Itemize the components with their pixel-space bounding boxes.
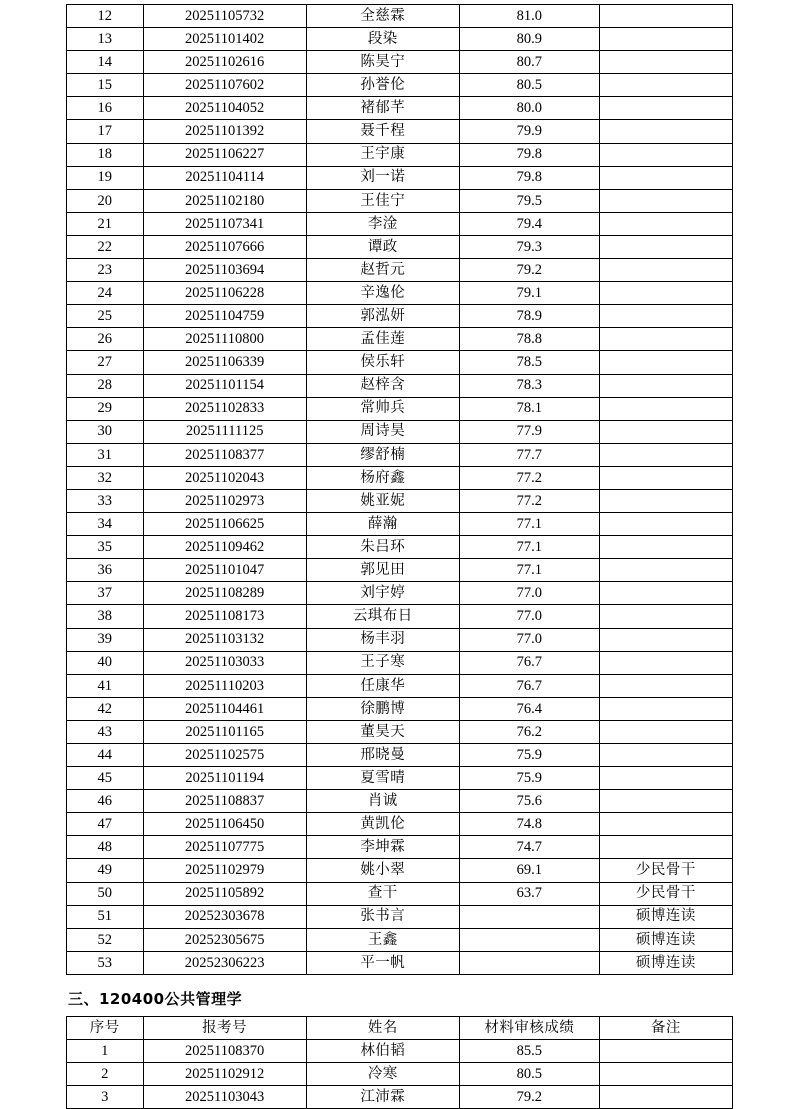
table-row xyxy=(67,859,733,882)
cell-name: 侯乐轩 xyxy=(306,351,459,374)
cell-exam-no: 20251109462 xyxy=(143,536,306,559)
cell-name: 王宇康 xyxy=(306,143,459,166)
table-row xyxy=(67,559,733,582)
cell-score: 79.5 xyxy=(459,189,599,212)
cell-index: 23 xyxy=(67,259,144,282)
cell-score xyxy=(459,928,599,951)
cell-index: 48 xyxy=(67,836,144,859)
table-row xyxy=(67,466,733,489)
cell-note xyxy=(599,120,732,143)
cell-exam-no: 20251108370 xyxy=(143,1040,306,1063)
cell-index: 41 xyxy=(67,674,144,697)
cell-score: 74.7 xyxy=(459,836,599,859)
cell-score: 77.0 xyxy=(459,582,599,605)
cell-index: 19 xyxy=(67,166,144,189)
cell-note xyxy=(599,489,732,512)
cell-score: 75.9 xyxy=(459,767,599,790)
cell-name: 朱吕环 xyxy=(306,536,459,559)
cell-exam-no: 20251107602 xyxy=(143,74,306,97)
cell-index: 13 xyxy=(67,28,144,51)
cell-note xyxy=(599,374,732,397)
table-row xyxy=(67,628,733,651)
cell-exam-no: 20252306223 xyxy=(143,951,306,974)
cell-index: 50 xyxy=(67,882,144,905)
cell-name: 夏雪晴 xyxy=(306,767,459,790)
cell-index: 35 xyxy=(67,536,144,559)
cell-index: 3 xyxy=(67,1086,144,1109)
cell-index: 18 xyxy=(67,143,144,166)
cell-index: 25 xyxy=(67,305,144,328)
cell-score: 78.9 xyxy=(459,305,599,328)
cell-score: 75.9 xyxy=(459,744,599,767)
table-header-row xyxy=(67,1016,733,1039)
cell-exam-no: 20251102979 xyxy=(143,859,306,882)
cell-note xyxy=(599,582,732,605)
cell-score: 77.0 xyxy=(459,605,599,628)
cell-exam-no: 20251101165 xyxy=(143,720,306,743)
cell-score xyxy=(459,905,599,928)
cell-note xyxy=(599,28,732,51)
cell-note xyxy=(599,674,732,697)
cell-note xyxy=(599,5,732,28)
cell-exam-no: 20251101392 xyxy=(143,120,306,143)
table-row xyxy=(67,836,733,859)
cell-exam-no: 20251101402 xyxy=(143,28,306,51)
cell-exam-no: 20251110800 xyxy=(143,328,306,351)
table-row xyxy=(67,235,733,258)
cell-exam-no: 20251108837 xyxy=(143,790,306,813)
cell-score: 77.9 xyxy=(459,420,599,443)
cell-note xyxy=(599,605,732,628)
table-row xyxy=(67,1063,733,1086)
cell-exam-no: 20251106339 xyxy=(143,351,306,374)
cell-score: 79.2 xyxy=(459,259,599,282)
cell-exam-no: 20251105892 xyxy=(143,882,306,905)
cell-exam-no: 20251102043 xyxy=(143,466,306,489)
cell-score: 78.8 xyxy=(459,328,599,351)
cell-score: 80.5 xyxy=(459,1063,599,1086)
cell-index: 12 xyxy=(67,5,144,28)
cell-note xyxy=(599,697,732,720)
cell-note xyxy=(599,559,732,582)
cell-note xyxy=(599,420,732,443)
cell-name: 李淦 xyxy=(306,212,459,235)
cell-note xyxy=(599,720,732,743)
cell-score: 76.7 xyxy=(459,651,599,674)
table-row xyxy=(67,1086,733,1109)
cell-index: 44 xyxy=(67,744,144,767)
cell-score: 76.4 xyxy=(459,697,599,720)
table-row xyxy=(67,813,733,836)
section-table-head xyxy=(67,1016,733,1039)
cell-exam-no: 20251108289 xyxy=(143,582,306,605)
cell-score: 77.1 xyxy=(459,536,599,559)
cell-note xyxy=(599,813,732,836)
cell-name: 董昊天 xyxy=(306,720,459,743)
cell-note xyxy=(599,74,732,97)
cell-index: 40 xyxy=(67,651,144,674)
cell-note xyxy=(599,443,732,466)
table-row xyxy=(67,582,733,605)
cell-name: 林伯韬 xyxy=(306,1040,459,1063)
table-row xyxy=(67,1040,733,1063)
cell-note xyxy=(599,397,732,420)
cell-exam-no: 20251102575 xyxy=(143,744,306,767)
table-row xyxy=(67,720,733,743)
table-row xyxy=(67,328,733,351)
cell-name: 聂千程 xyxy=(306,120,459,143)
cell-name: 郭见田 xyxy=(306,559,459,582)
table-row xyxy=(67,928,733,951)
table-row xyxy=(67,143,733,166)
cell-index: 52 xyxy=(67,928,144,951)
table-row xyxy=(67,536,733,559)
table-row xyxy=(67,189,733,212)
cell-name: 段染 xyxy=(306,28,459,51)
cell-exam-no: 20251103694 xyxy=(143,259,306,282)
table-row xyxy=(67,351,733,374)
cell-name: 徐鹏博 xyxy=(306,697,459,720)
cell-index: 51 xyxy=(67,905,144,928)
table-row xyxy=(67,697,733,720)
cell-name: 常帅兵 xyxy=(306,397,459,420)
cell-name: 黄凯伦 xyxy=(306,813,459,836)
cell-index: 43 xyxy=(67,720,144,743)
cell-name: 谭政 xyxy=(306,235,459,258)
cell-score xyxy=(459,951,599,974)
cell-score: 79.9 xyxy=(459,120,599,143)
table-row xyxy=(67,5,733,28)
section-heading: 三、120400公共管理学 xyxy=(68,989,243,1008)
cell-name: 赵梓含 xyxy=(306,374,459,397)
cell-exam-no: 20251108173 xyxy=(143,605,306,628)
cell-score: 69.1 xyxy=(459,859,599,882)
cell-exam-no: 20251104052 xyxy=(143,97,306,120)
cell-index: 26 xyxy=(67,328,144,351)
cell-name: 陈昊宁 xyxy=(306,51,459,74)
cell-score: 77.0 xyxy=(459,628,599,651)
cell-score: 77.1 xyxy=(459,513,599,536)
cell-name: 冷寒 xyxy=(306,1063,459,1086)
cell-name: 查干 xyxy=(306,882,459,905)
cell-score: 76.2 xyxy=(459,720,599,743)
cell-score: 77.2 xyxy=(459,489,599,512)
cell-exam-no: 20251104114 xyxy=(143,166,306,189)
cell-index: 2 xyxy=(67,1063,144,1086)
cell-index: 28 xyxy=(67,374,144,397)
cell-note xyxy=(599,1063,732,1086)
cell-name: 杨府鑫 xyxy=(306,466,459,489)
table-row xyxy=(67,905,733,928)
cell-index: 14 xyxy=(67,51,144,74)
cell-note xyxy=(599,143,732,166)
table-row xyxy=(67,420,733,443)
cell-note: 少民骨干 xyxy=(599,882,732,905)
column-header-score: 材料审核成绩 xyxy=(459,1016,599,1039)
cell-exam-no: 20251102973 xyxy=(143,489,306,512)
cell-note xyxy=(599,97,732,120)
cell-score: 77.1 xyxy=(459,559,599,582)
cell-score: 79.8 xyxy=(459,143,599,166)
cell-note xyxy=(599,536,732,559)
table-row xyxy=(67,674,733,697)
cell-name: 王鑫 xyxy=(306,928,459,951)
cell-exam-no: 20251104461 xyxy=(143,697,306,720)
continued-results-table xyxy=(66,4,733,975)
cell-note xyxy=(599,1086,732,1109)
cell-index: 39 xyxy=(67,628,144,651)
cell-note xyxy=(599,651,732,674)
cell-score: 79.2 xyxy=(459,1086,599,1109)
cell-exam-no: 20251101047 xyxy=(143,559,306,582)
cell-note xyxy=(599,513,732,536)
cell-score: 78.3 xyxy=(459,374,599,397)
cell-score: 80.7 xyxy=(459,51,599,74)
continued-table-body xyxy=(67,5,733,975)
cell-score: 85.5 xyxy=(459,1040,599,1063)
cell-note xyxy=(599,328,732,351)
cell-exam-no: 20251106625 xyxy=(143,513,306,536)
cell-name: 肖诚 xyxy=(306,790,459,813)
section-results-table xyxy=(66,1016,733,1109)
cell-index: 32 xyxy=(67,466,144,489)
cell-name: 孙誉伦 xyxy=(306,74,459,97)
cell-note xyxy=(599,166,732,189)
cell-exam-no: 20251103132 xyxy=(143,628,306,651)
table-row xyxy=(67,513,733,536)
table-row xyxy=(67,51,733,74)
cell-score: 63.7 xyxy=(459,882,599,905)
column-header-exam-no: 报考号 xyxy=(143,1016,306,1039)
cell-exam-no: 20251111125 xyxy=(143,420,306,443)
table-row xyxy=(67,651,733,674)
cell-score: 78.1 xyxy=(459,397,599,420)
table-row xyxy=(67,374,733,397)
cell-note xyxy=(599,189,732,212)
cell-exam-no: 20251107775 xyxy=(143,836,306,859)
cell-name: 郭泓妍 xyxy=(306,305,459,328)
cell-exam-no: 20251102833 xyxy=(143,397,306,420)
column-header-note: 备注 xyxy=(599,1016,732,1039)
cell-score: 78.5 xyxy=(459,351,599,374)
cell-exam-no: 20251102616 xyxy=(143,51,306,74)
cell-exam-no: 20251110203 xyxy=(143,674,306,697)
cell-name: 刘一诺 xyxy=(306,166,459,189)
cell-exam-no: 20251101194 xyxy=(143,767,306,790)
table-row xyxy=(67,305,733,328)
cell-name: 褚郁芊 xyxy=(306,97,459,120)
cell-note xyxy=(599,305,732,328)
table-row xyxy=(67,120,733,143)
cell-note: 硕博连读 xyxy=(599,951,732,974)
cell-score: 81.0 xyxy=(459,5,599,28)
table-row xyxy=(67,259,733,282)
column-header-index: 序号 xyxy=(67,1016,144,1039)
cell-exam-no: 20251103043 xyxy=(143,1086,306,1109)
section-table-body xyxy=(67,1040,733,1109)
table-row xyxy=(67,282,733,305)
cell-note: 硕博连读 xyxy=(599,905,732,928)
table-row xyxy=(67,97,733,120)
cell-index: 49 xyxy=(67,859,144,882)
cell-index: 20 xyxy=(67,189,144,212)
cell-index: 45 xyxy=(67,767,144,790)
cell-score: 80.5 xyxy=(459,74,599,97)
cell-index: 21 xyxy=(67,212,144,235)
cell-index: 30 xyxy=(67,420,144,443)
cell-exam-no: 20252303678 xyxy=(143,905,306,928)
cell-name: 平一帆 xyxy=(306,951,459,974)
cell-score: 77.2 xyxy=(459,466,599,489)
cell-score: 80.0 xyxy=(459,97,599,120)
cell-index: 31 xyxy=(67,443,144,466)
table-row xyxy=(67,605,733,628)
table-row xyxy=(67,443,733,466)
cell-index: 24 xyxy=(67,282,144,305)
cell-exam-no: 20251105732 xyxy=(143,5,306,28)
cell-score: 79.3 xyxy=(459,235,599,258)
cell-note xyxy=(599,790,732,813)
cell-index: 16 xyxy=(67,97,144,120)
cell-score: 80.9 xyxy=(459,28,599,51)
cell-name: 李坤霖 xyxy=(306,836,459,859)
cell-exam-no: 20251102912 xyxy=(143,1063,306,1086)
cell-name: 周诗昊 xyxy=(306,420,459,443)
cell-note xyxy=(599,1040,732,1063)
cell-exam-no: 20251106227 xyxy=(143,143,306,166)
cell-score: 79.1 xyxy=(459,282,599,305)
cell-index: 47 xyxy=(67,813,144,836)
cell-index: 53 xyxy=(67,951,144,974)
cell-index: 37 xyxy=(67,582,144,605)
cell-name: 孟佳莲 xyxy=(306,328,459,351)
cell-exam-no: 20252305675 xyxy=(143,928,306,951)
table-row xyxy=(67,74,733,97)
cell-index: 1 xyxy=(67,1040,144,1063)
cell-note xyxy=(599,351,732,374)
cell-note xyxy=(599,767,732,790)
table-row xyxy=(67,951,733,974)
table-row xyxy=(67,212,733,235)
cell-index: 46 xyxy=(67,790,144,813)
table-row xyxy=(67,489,733,512)
cell-index: 22 xyxy=(67,235,144,258)
cell-note xyxy=(599,836,732,859)
cell-score: 79.8 xyxy=(459,166,599,189)
cell-name: 姚小翠 xyxy=(306,859,459,882)
cell-index: 17 xyxy=(67,120,144,143)
cell-name: 赵哲元 xyxy=(306,259,459,282)
cell-name: 云琪布日 xyxy=(306,605,459,628)
cell-exam-no: 20251107666 xyxy=(143,235,306,258)
cell-score: 77.7 xyxy=(459,443,599,466)
cell-name: 任康华 xyxy=(306,674,459,697)
cell-index: 15 xyxy=(67,74,144,97)
cell-name: 辛逸伦 xyxy=(306,282,459,305)
table-row xyxy=(67,790,733,813)
table-row xyxy=(67,767,733,790)
column-header-name: 姓名 xyxy=(306,1016,459,1039)
cell-name: 邢晓曼 xyxy=(306,744,459,767)
cell-exam-no: 20251107341 xyxy=(143,212,306,235)
cell-note xyxy=(599,212,732,235)
cell-exam-no: 20251104759 xyxy=(143,305,306,328)
cell-index: 34 xyxy=(67,513,144,536)
cell-score: 79.4 xyxy=(459,212,599,235)
cell-note: 硕博连读 xyxy=(599,928,732,951)
cell-index: 33 xyxy=(67,489,144,512)
cell-exam-no: 20251106228 xyxy=(143,282,306,305)
cell-note xyxy=(599,744,732,767)
table-row xyxy=(67,166,733,189)
cell-note xyxy=(599,51,732,74)
cell-name: 薛瀚 xyxy=(306,513,459,536)
cell-index: 42 xyxy=(67,697,144,720)
cell-index: 36 xyxy=(67,559,144,582)
table-row xyxy=(67,28,733,51)
cell-index: 29 xyxy=(67,397,144,420)
cell-name: 缪舒楠 xyxy=(306,443,459,466)
cell-note xyxy=(599,628,732,651)
cell-name: 杨丰羽 xyxy=(306,628,459,651)
cell-note xyxy=(599,282,732,305)
table-row xyxy=(67,882,733,905)
cell-note xyxy=(599,259,732,282)
cell-name: 张书言 xyxy=(306,905,459,928)
cell-name: 江沛霖 xyxy=(306,1086,459,1109)
cell-exam-no: 20251102180 xyxy=(143,189,306,212)
cell-note xyxy=(599,466,732,489)
cell-name: 王佳宁 xyxy=(306,189,459,212)
cell-index: 27 xyxy=(67,351,144,374)
table-row xyxy=(67,397,733,420)
cell-score: 75.6 xyxy=(459,790,599,813)
cell-index: 38 xyxy=(67,605,144,628)
cell-score: 74.8 xyxy=(459,813,599,836)
cell-name: 刘宇婷 xyxy=(306,582,459,605)
cell-name: 全慈霖 xyxy=(306,5,459,28)
cell-name: 姚亚妮 xyxy=(306,489,459,512)
cell-exam-no: 20251106450 xyxy=(143,813,306,836)
cell-exam-no: 20251108377 xyxy=(143,443,306,466)
table-row xyxy=(67,744,733,767)
cell-exam-no: 20251103033 xyxy=(143,651,306,674)
cell-name: 王子寒 xyxy=(306,651,459,674)
cell-note: 少民骨干 xyxy=(599,859,732,882)
cell-score: 76.7 xyxy=(459,674,599,697)
cell-note xyxy=(599,235,732,258)
cell-exam-no: 20251101154 xyxy=(143,374,306,397)
